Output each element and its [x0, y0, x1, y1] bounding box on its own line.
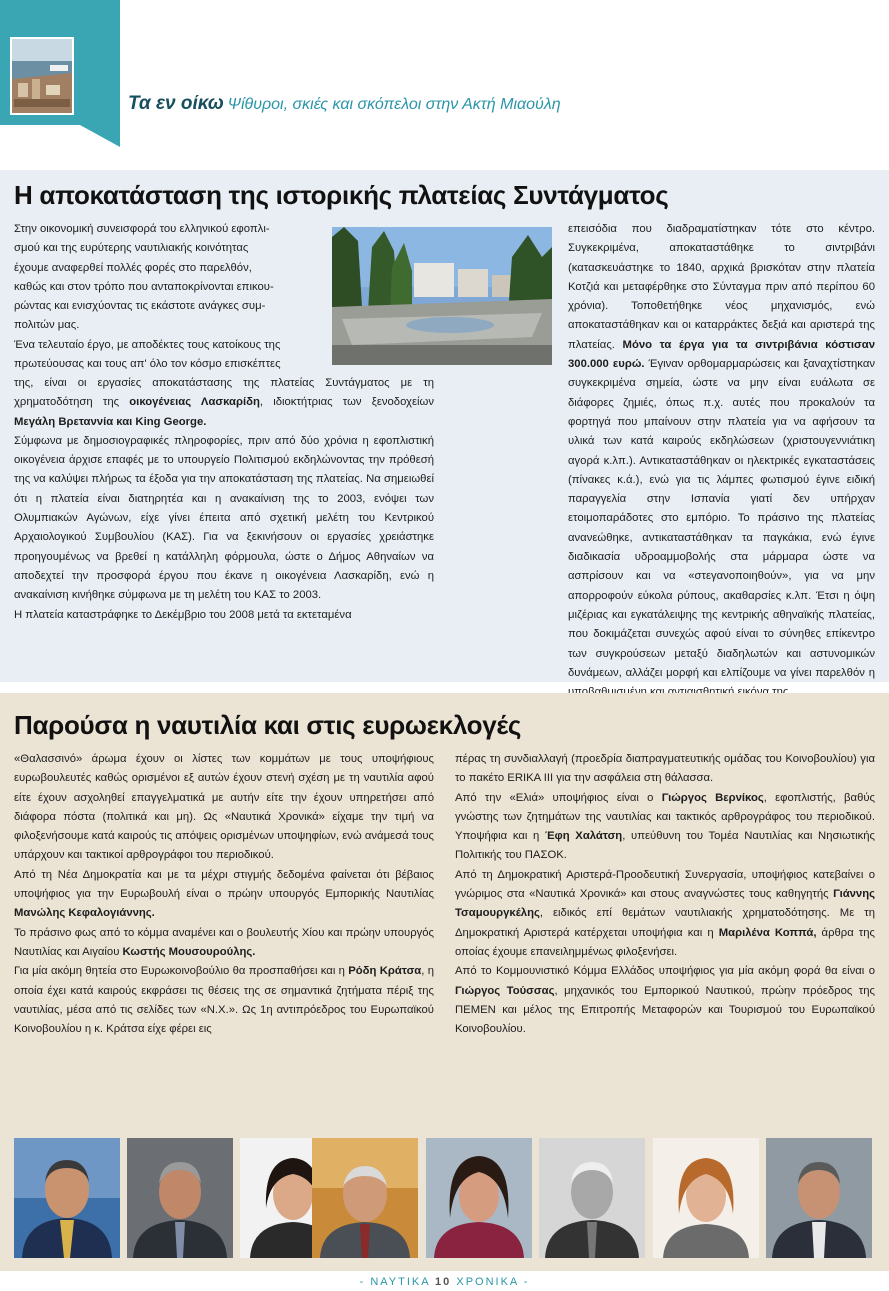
candidate-name: Γιώργος Βερνίκος — [661, 791, 764, 804]
text: Από την «Ελιά» υποψήφιος είναι ο — [455, 791, 662, 804]
family-name: οικογένειας Λασκαρίδη — [129, 396, 260, 409]
candidate-name: Γιώργος Τούσσας — [455, 984, 555, 997]
article2-body-col1 — [14, 750, 434, 1039]
candidate-name: Ρόδη Κράτσα — [348, 965, 422, 978]
header-harbor-photo — [10, 37, 74, 115]
text: , η οποία έχει κατά καιρούς εκφράσει τις θέσεις της σε σημαντικά ζητήματα πέριξ της ναυτιλίας, μέσα από τις σελίδες των «Ν.Χ.». Ως 1η αντιπρόεδρος του Ευρωπαϊκού Κοινοβουλίου η κ. Κράτσα είχε φέρει εις — [14, 965, 434, 1036]
article1-title: Η αποκατάσταση της ιστορικής πλατείας Συντάγματος — [14, 180, 669, 210]
article2-paragraph — [455, 866, 875, 962]
fountain-cost: Μόνο τα έργα για τα σιντριβάνια κόστισαν 300.000 ευρώ. — [568, 338, 875, 371]
text: , ειδικός επί θεμάτων ναυτιλιακής χρηματοδότησης. Με τη Δημοκρατική Αριστερά κατέρχεται υποψήφια και η — [455, 907, 875, 939]
text: Από τη Δημοκρατική Αριστερά-Προοδευτική Συνεργασία, υποψήφιος κατεβαίνει ο γνώριμος στα «Ναυτικά Χρονικά» και στους αναγνώστες τους καθηγητής — [455, 868, 875, 901]
candidate-name: Μανώλης Κεφαλογιάννης. — [14, 907, 155, 920]
article1-body-col1 — [14, 374, 434, 625]
article2-paragraph — [455, 962, 875, 1039]
section-header — [128, 93, 561, 115]
page-number: 10 — [435, 1276, 452, 1288]
article1-paragraph — [568, 220, 875, 702]
text: Έγιναν ορθομαρμαρώσεις και ξαναχτίστηκαν συγκεκριμένα σημεία, ώστε να μην είναι ευάλωτα σε διάφορες ζημιές, όπως π.χ. αυτές που προκαλούν τα φορτηγά που μπαίνουν στην πλατεία για να αφήσουν τα υλικά των κατά καιρούς εκδηλώσεων (χριστουγεννιάτικη αγορά κ.λπ.). Αντικαταστάθηκαν οι ηλεκτρικές εγκαταστάσεις (πίνακες κ.ά.), ενώ για τις λάμπες φωτισμού έγινε ειδική παραγγελία στην Ισπανία γιατί δεν υπήρχαν ετοιμοπαράδοτες στο εμπόριο. Το πράσινο της πλατείας ανανεώθηκε, αντικαταστάθηκαν τα παγκάκια, ενώ έγινε διαδικασία υδροαμμοβολής στα μάρμαρα ώστε να ασπρίσουν και να «στεγανοποιηθούν», για να μην απορροφούν εύκολα ρύπους, ακαθαρσίες κ.λπ. Έτσι η όψη μιζέριας και εγκατάλειψης της κεντρικής αθηναϊκής πλατείας, που δοκιμάζεται συνεχώς αφού είναι το σύνηθες επίκεντρο των συγκρούσεων μεταξύ διαδηλωτών και αστυνομικών δυνάμεων, αλλάζει μορφή και ελπίζουμε να γίνει παρελθόν η — [568, 358, 875, 679]
candidate-portrait — [426, 1138, 532, 1258]
footer-magazine-left: - ΝΑΥΤΙΚΑ — [359, 1276, 430, 1288]
candidate-name: Μαριλένα Κοππά, — [718, 926, 817, 939]
text: επεισόδια που διαδραματίστηκαν τότε στο κέντρο. Συγκεκριμένα, αποκαταστάθηκε το σιντριβάνι (κατασκευάστηκε το 1840, αρχικά βρισκόταν στην πλατεία Κοτζιά και μεταφέρθηκε στο Σύνταγμα πριν από περίπου 60 χρόνια). Τοποθετήθηκε νέος μηχανισμός, ενώ αποκαταστάθηκαν και οι καταρράκτες δεξιά και αριστερά της πλατείας. — [568, 223, 875, 351]
header-notch — [80, 125, 120, 147]
article2-title: Παρούσα η ναυτιλία και στις ευρωεκλογές — [14, 710, 522, 740]
text: άρθρα της οποίας έχουμε επανειλημμένως φιλοξενήσει. — [455, 926, 875, 958]
article1-line: σμού και της ευρύτερης ναυτιλιακής κοινότητας — [14, 242, 249, 255]
candidate-name: Κωστής Μουσουρούλης. — [122, 945, 256, 958]
article1-intro — [14, 220, 316, 374]
candidate-portrait — [653, 1138, 759, 1258]
article1-line: Ένα τελευταίο έργο, με αποδέκτες τους κατοίκους της — [14, 338, 281, 351]
article1-body-col2 — [455, 220, 875, 702]
hotel-names: Μεγάλη Βρεταννία και King George. — [14, 415, 207, 428]
candidate-portrait — [539, 1138, 645, 1258]
candidate-portrait — [766, 1138, 872, 1258]
article1-paragraph — [14, 374, 434, 432]
section-subtitle: Ψίθυροι, σκιές και σκόπελοι στην Ακτή Μιαούλη — [227, 96, 561, 113]
text: της, είναι οι εργασίες αποκατάστασης της πλατείας Συντάγματος με τη χρηματοδότηση της — [14, 377, 434, 409]
text: Από τη Νέα Δημοκρατία και με τα μέχρι στιγμής δεδομένα φαίνεται ότι βέβαιος υποψήφιος για την Ευρωβουλή είναι ο πρώην υπουργός Εμπορικής Ναυτιλίας — [14, 868, 434, 901]
text: , ιδιοκτήτριας των ξενοδοχείων — [259, 396, 434, 409]
text: Το πράσινο φως από το κόμμα αναμένει και ο βουλευτής Χίου και πρώην υπουργός Ναυτιλίας και Αιγαίου — [14, 926, 434, 958]
article2-paragraph — [14, 866, 434, 924]
footer-magazine-right: ΧΡΟΝΙΚΑ - — [456, 1276, 530, 1288]
article2-body-col2 — [455, 750, 875, 1039]
page-footer — [0, 1276, 889, 1288]
text: , μηχανικός του Εμπορικού Ναυτικού, πρώην πρόεδρος της ΠΕΜΕΝ και μέλος της Επιτροπής Μεταφορών και Τουρισμού του Ευρωπαϊκού Κοινοβουλίου. — [455, 984, 875, 1036]
text: , υπεύθυνη του Τομέα Ναυτιλίας και Νησιωτικής Πολιτικής του ΠΑΣΟΚ. — [455, 830, 875, 862]
candidate-name: Έφη Χαλάτση — [545, 830, 623, 843]
text: Από το Κομμουνιστικό Κόμμα Ελλάδος υποψήφιος για μία ακόμη φορά θα είναι ο — [455, 965, 875, 978]
article1-line: Στην οικονομική συνεισφορά του ελληνικού εφοπλι- — [14, 223, 270, 235]
article2-paragraph — [455, 789, 875, 866]
article1-line: πολιτών μας. — [14, 319, 80, 332]
candidate-portrait — [127, 1138, 233, 1258]
article1-paragraph: Η πλατεία καταστράφηκε το Δεκέμβριο του 2008 μετά τα εκτεταμένα — [14, 608, 352, 621]
candidate-portrait — [312, 1138, 418, 1258]
article2-paragraph: «Θαλασσινό» άρωμα έχουν οι λίστες των κομμάτων με τους υποψήφιους ευρωβουλευτές καθώς ορισμένοι εξ αυτών έχουν στενή σχέση με τη ναυτιλία αφού είτε έχουν ασχοληθεί επαγγελματικά με αυτήν είτε την έχουν υπηρετήσει από διάφορα πόστα (πολιτικά και μη). Ως «Ναυτικά Χρονικά» είχαμε την τιμή να φιλοξενήσουμε κατά καιρούς τις απόψεις ορισμένων υποψηφίων, ενώ ανάμεσά τους υπάρχουν και τακτικοί αρθρογράφοι του περιοδικού. — [14, 753, 434, 862]
candidate-portrait — [14, 1138, 120, 1258]
article1-line: καθώς και στον τρόπο που ανταποκρίνονται επικου- — [14, 280, 274, 293]
article2-paragraph: πέρας τη συνδιαλλαγή (προεδρία διαπραγματευτικής ομάδας του Κοινοβουλίου) για το πακέτο ERIKA III για την ασφάλεια στη θάλασσα. — [455, 753, 875, 785]
candidate-name: Γιάννης Τσαμουργκέλης — [455, 888, 875, 920]
article2-paragraph — [14, 924, 434, 963]
section-title: Τα εν οίκω — [128, 93, 224, 114]
article1-line: ρώντας και ενισχύοντας τις εκάστοτε ανάγκες συμ- — [14, 300, 266, 313]
text: , εφοπλιστής, βαθύς γνώστης των ζητημάτων της ναυτιλίας και τακτικός αρθρογράφος του περιοδικού. Υποψήφια και η — [455, 791, 875, 843]
article1-line: έχουμε αναφερθεί πολλές φορές στο παρελθόν, — [14, 261, 252, 274]
article1-line: πρωτεύουσας και τους απ' όλο τον κόσμο επισκέπτες — [14, 358, 281, 371]
article2-paragraph — [14, 962, 434, 1039]
article1-paragraph: Σύμφωνα με δημοσιογραφικές πληροφορίες, πριν από δύο χρόνια η εφοπλιστική οικογένεια άρχισε επαφές με το υπουργείο Πολιτισμού εκδηλώνοντας την πρόθεσή της να καλύψει πλήρως τα έξοδα για την αποκατάσταση της πλατείας. Να σημειωθεί ότι η πλατεία είναι διατηρητέα και η ανακαίνιση της το 2003, ενόψει των Ολυμπιακών Αγώνων, είχε γίνει έπειτα από σχετική μελέτη του Κεντρικού Αρχαιολογικού Συμβουλίου (ΚΑΣ). Για να ξεκινήσουν οι εργασίες χρειάστηκε προηγουμένως να βρεθεί η κατάλληλη φόρμουλα, ώστε ο Δήμος Αθηναίων να αποδεχτεί την προσφορά έργου που έκανε η οικογένεια Λασκαρίδη, ενώ η ανακαίνιση κινήθηκε σύμφωνα με τη μελέτη του ΚΑΣ το 2003. — [14, 434, 434, 602]
text: Για μία ακόμη θητεία στο Ευρωκοινοβούλιο θα προσπαθήσει και η — [14, 965, 349, 978]
